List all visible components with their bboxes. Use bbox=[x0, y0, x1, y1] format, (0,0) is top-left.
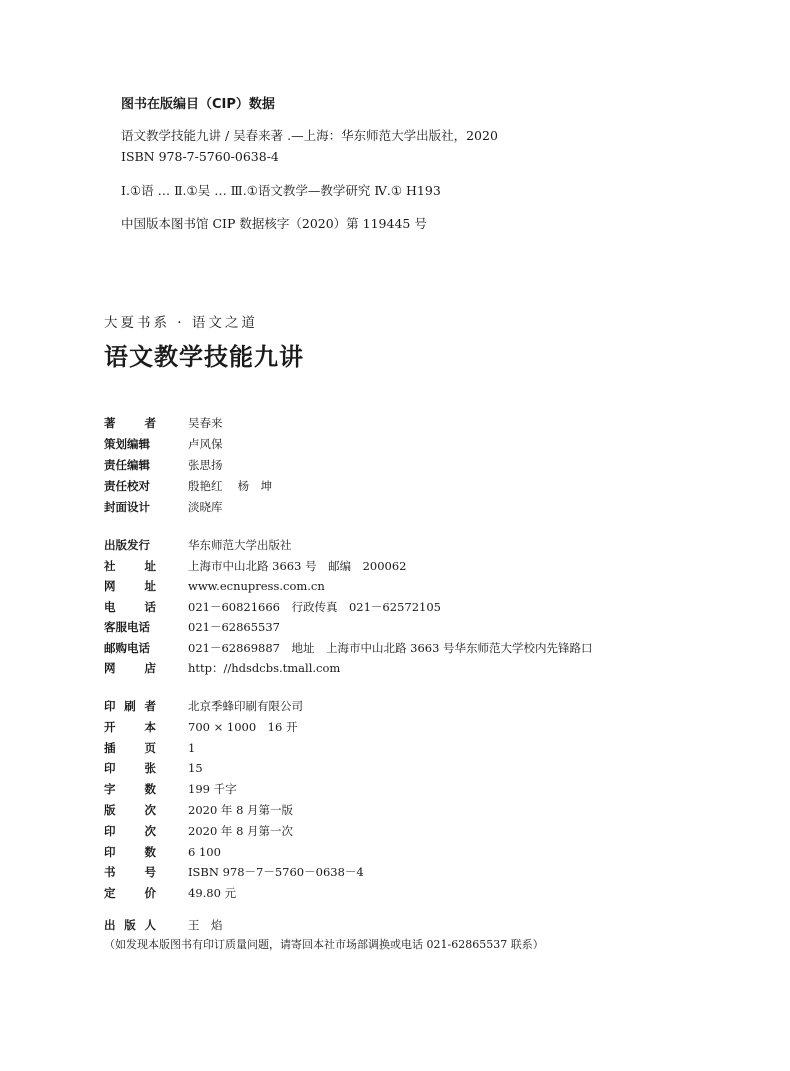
cip-heading: 图书在版编目（CIP）数据 bbox=[121, 97, 275, 112]
credit-value: 北京季蜂印刷有限公司 bbox=[188, 699, 303, 713]
credit-label: 网 址 bbox=[104, 579, 156, 593]
credit-value: 王 焰 bbox=[188, 918, 223, 932]
credit-value: http：//hdsdcbs.tmall.com bbox=[188, 661, 341, 675]
series-name: 大夏书系 · 语文之道 bbox=[104, 315, 258, 331]
cip-title-line: 语文教学技能九讲 / 吴春来著 .—上海：华东师范大学出版社，2020 bbox=[121, 128, 498, 143]
credit-value: 2020 年 8 月第一版 bbox=[188, 803, 294, 817]
credit-value: 1 bbox=[188, 741, 196, 755]
cip-record-line: 中国版本图书馆 CIP 数据核字（2020）第 119445 号 bbox=[121, 216, 427, 231]
credit-label: 书 号 bbox=[104, 865, 156, 879]
credit-label: 社 址 bbox=[104, 559, 156, 573]
credit-value: 殷艳红 杨 坤 bbox=[188, 479, 273, 493]
credit-label: 开 本 bbox=[104, 720, 156, 734]
credit-label: 出版发行 bbox=[104, 538, 150, 552]
credit-label: 字 数 bbox=[104, 782, 156, 796]
credit-label: 出 版 人 bbox=[104, 918, 156, 932]
credit-value: 上海市中山北路 3663 号 邮编 200062 bbox=[188, 559, 407, 573]
credit-value: www.ecnupress.com.cn bbox=[188, 579, 325, 593]
credit-value: 021－62869887 地址 上海市中山北路 3663 号华东师范大学校内先锋路口 bbox=[188, 641, 593, 655]
credit-label: 策划编辑 bbox=[104, 437, 150, 451]
credit-value: 6 100 bbox=[188, 845, 221, 859]
book-title: 语文教学技能九讲 bbox=[104, 343, 304, 371]
credit-value: 021－62865537 bbox=[188, 620, 280, 634]
credit-label: 版 次 bbox=[104, 803, 156, 817]
credit-value: 吴春来 bbox=[188, 416, 223, 430]
credit-label: 印 张 bbox=[104, 761, 156, 775]
credit-label: 著 者 bbox=[104, 416, 156, 430]
credit-label: 印 次 bbox=[104, 824, 156, 838]
credit-label: 邮购电话 bbox=[104, 641, 150, 655]
credit-label: 插 页 bbox=[104, 741, 156, 755]
footer-note: （如发现本版图书有印订质量问题，请寄回本社市场部调换或电话 021-62865537 联系） bbox=[104, 938, 544, 951]
credit-value: 021－60821666 行政传真 021－62572105 bbox=[188, 600, 441, 614]
credit-label: 定 价 bbox=[104, 886, 156, 900]
credit-value: 张思扬 bbox=[188, 458, 223, 472]
credit-label: 印 刷 者 bbox=[104, 699, 156, 713]
credit-value: ISBN 978－7－5760－0638－4 bbox=[188, 865, 364, 879]
credit-label: 客服电话 bbox=[104, 620, 150, 634]
credit-label: 责任校对 bbox=[104, 479, 150, 493]
credit-value: 15 bbox=[188, 761, 203, 775]
credit-label: 电 话 bbox=[104, 600, 156, 614]
credit-value: 2020 年 8 月第一次 bbox=[188, 824, 294, 838]
credit-value: 华东师范大学出版社 bbox=[188, 538, 292, 552]
credit-label: 网 店 bbox=[104, 661, 156, 675]
credit-label: 封面设计 bbox=[104, 500, 150, 514]
cip-isbn-line: ISBN 978-7-5760-0638-4 bbox=[121, 149, 279, 164]
credit-value: 49.80 元 bbox=[188, 886, 237, 900]
cip-classification-line: Ⅰ.①语 … Ⅱ.①吴 … Ⅲ.①语文教学—教学研究 Ⅳ.① H193 bbox=[121, 183, 441, 198]
credit-value: 199 千字 bbox=[188, 782, 237, 796]
credit-label: 印 数 bbox=[104, 845, 156, 859]
credit-value: 淡晓库 bbox=[188, 500, 223, 514]
credit-label: 责任编辑 bbox=[104, 458, 150, 472]
credit-value: 卢风保 bbox=[188, 437, 223, 451]
credit-value: 700 × 1000 16 开 bbox=[188, 720, 298, 734]
